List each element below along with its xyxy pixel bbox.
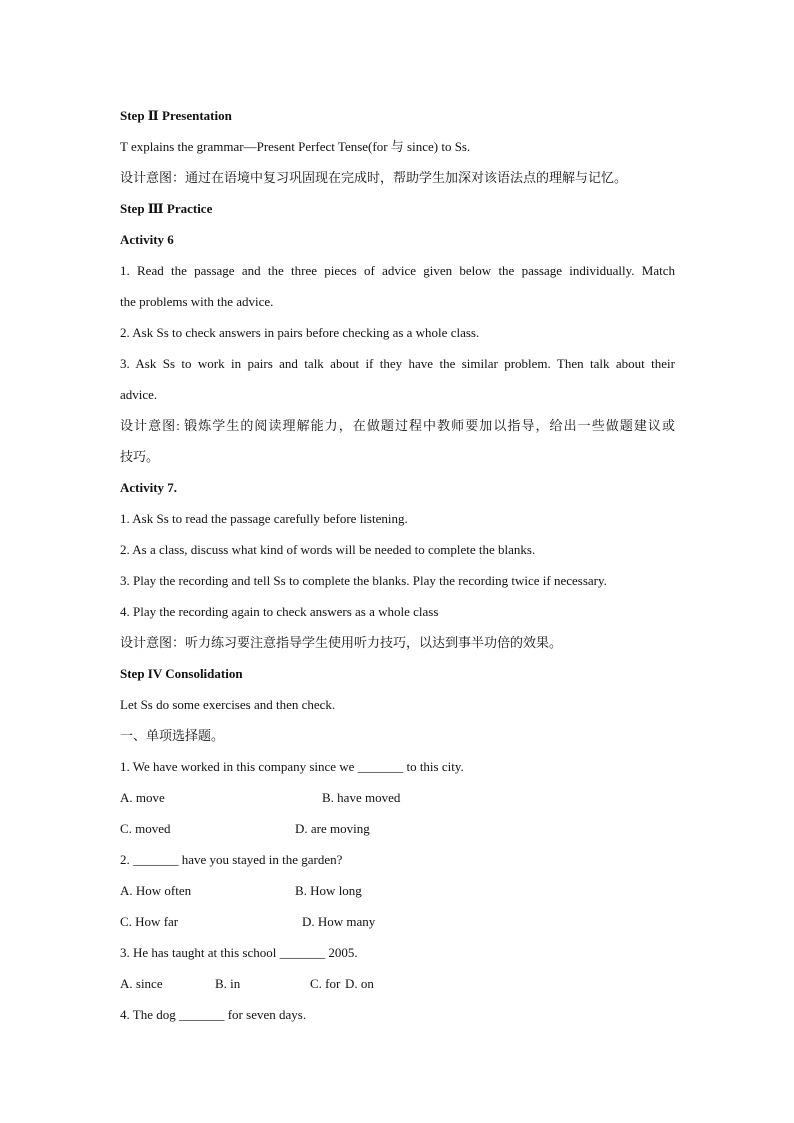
q1-option-c: C. moved <box>120 821 171 836</box>
question-1-options-row1 <box>120 782 675 813</box>
step2-line: T explains the grammar—Present Perfect Tense(for 与 since) to Ss. <box>120 139 471 154</box>
exercise-section-title: 一、单项选择题。 <box>120 728 225 743</box>
activity6-item3-line2: advice. <box>120 387 158 402</box>
question-2: 2. _______ have you stayed in the garden? <box>120 852 343 867</box>
question-4: 4. The dog _______ for seven days. <box>120 1007 307 1022</box>
q3-option-a: A. since <box>120 976 163 991</box>
activity7-item3: 3. Play the recording and tell Ss to complete the blanks. Play the recording twice if necessary. <box>120 573 607 588</box>
step3-heading: Step Ⅲ Practice <box>120 201 213 216</box>
step4-heading: Step IV Consolidation <box>120 666 243 681</box>
question-2-options-row2 <box>120 906 675 937</box>
activity7-design-intent: 设计意图：听力练习要注意指导学生使用听力技巧，以达到事半功倍的效果。 <box>120 635 563 650</box>
q1-option-b: B. have moved <box>322 790 401 805</box>
q2-option-b: B. How long <box>295 883 362 898</box>
document-content <box>120 100 675 1030</box>
question-3: 3. He has taught at this school _______ 2005. <box>120 945 358 960</box>
activity6-item2: 2. Ask Ss to check answers in pairs before checking as a whole class. <box>120 325 480 340</box>
q1-option-a: A. move <box>120 790 165 805</box>
activity6-design-intent-line1: 设计意图: 锻炼学生的阅读理解能力，在做题过程中教师要加以指导，给出一些做题建议或 <box>120 418 675 433</box>
q3-option-c: C. for <box>310 976 341 991</box>
q2-option-c: C. How far <box>120 914 179 929</box>
activity6-title: Activity 6 <box>120 232 174 247</box>
q2-option-a: A. How often <box>120 883 192 898</box>
question-2-options-row1 <box>120 875 675 906</box>
activity6-design-intent-line2: 技巧。 <box>120 449 160 464</box>
q2-option-d: D. How many <box>302 914 376 929</box>
question-3-options <box>120 968 675 999</box>
activity6-item1-line2: the problems with the advice. <box>120 294 274 309</box>
q1-option-d: D. are moving <box>295 821 370 836</box>
question-1: 1. We have worked in this company since we _______ to this city. <box>120 759 464 774</box>
activity6-item1-line1: 1. Read the passage and the three pieces of advice given below the passage individually. Match <box>120 263 675 278</box>
activity7-item2: 2. As a class, discuss what kind of words will be needed to complete the blanks. <box>120 542 536 557</box>
step4-line: Let Ss do some exercises and then check. <box>120 697 336 712</box>
step2-heading: Step Ⅱ Presentation <box>120 108 232 123</box>
q3-option-d: D. on <box>345 976 374 991</box>
question-1-options-row2 <box>120 813 675 844</box>
step2-design-intent: 设计意图：通过在语境中复习巩固现在完成时，帮助学生加深对该语法点的理解与记忆。 <box>120 170 628 185</box>
activity7-item1: 1. Ask Ss to read the passage carefully before listening. <box>120 511 408 526</box>
activity6-item3-line1: 3. Ask Ss to work in pairs and talk about if they have the similar problem. Then talk about their <box>120 356 675 371</box>
q3-option-b: B. in <box>215 976 241 991</box>
activity7-item4: 4. Play the recording again to check answers as a whole class <box>120 604 439 619</box>
activity7-title: Activity 7. <box>120 480 178 495</box>
